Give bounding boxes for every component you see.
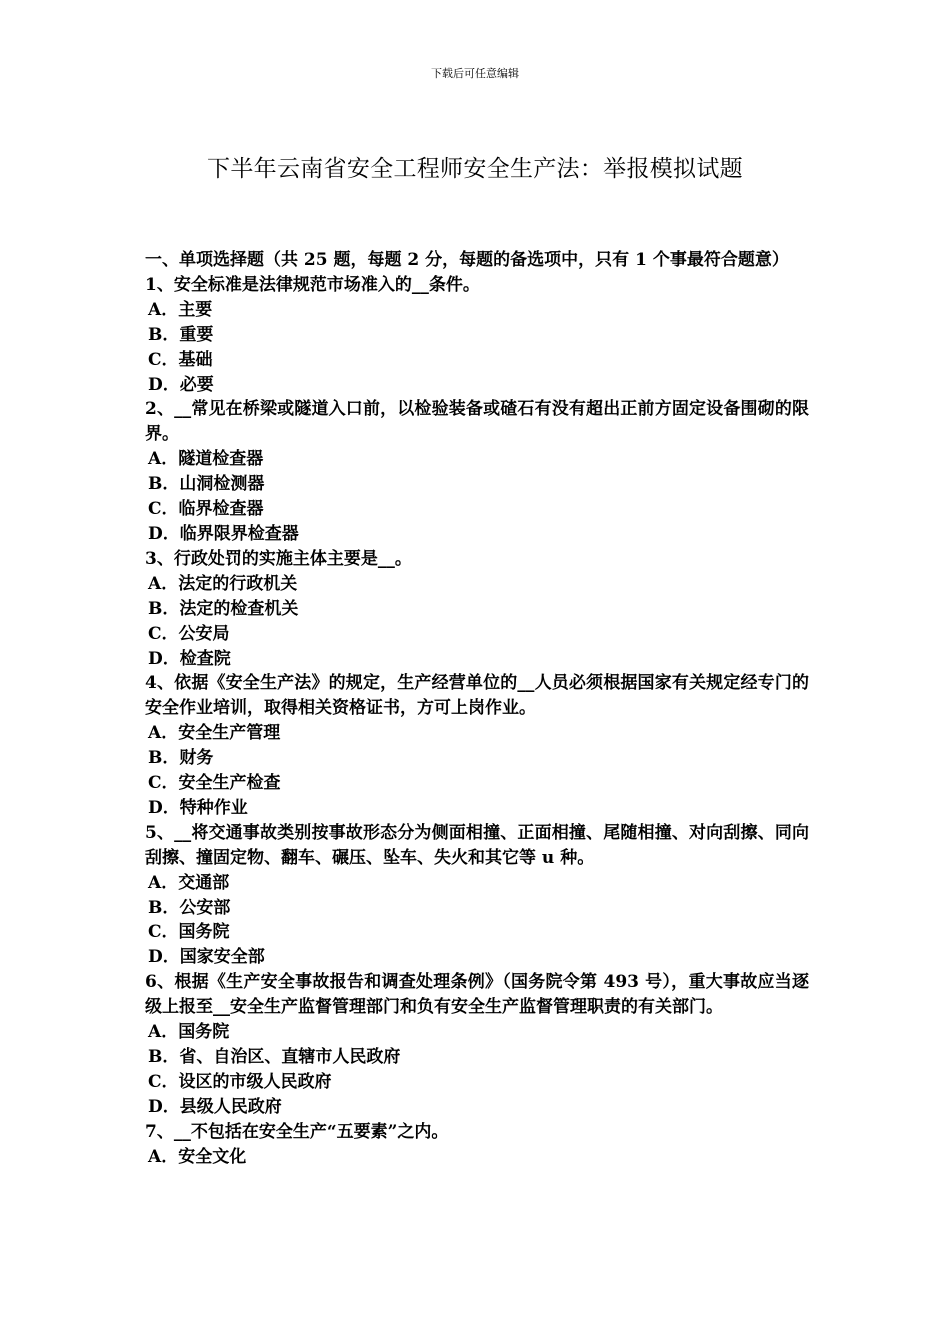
option-a: A．隧道检查器 [148,449,264,470]
option-c: C．国务院 [148,922,230,943]
option-a: A．安全生产管理 [148,723,281,744]
option-a: A．国务院 [148,1022,230,1043]
option-b: B．省、自治区、直辖市人民政府 [148,1047,401,1067]
question-stem: 3、行政处罚的实施主体主要是__。 [145,548,412,569]
question-6 [145,970,809,1119]
question-stem: 6、根据《生产安全事故报告和调查处理条例》（国务院令第 493 号），重大事故应当逐级上报至__安全生产监督管理部门和负有安全生产监督管理职责的有关部门。 [145,972,809,1018]
option-b: B．重要 [148,324,214,345]
question-1 [145,273,809,398]
option-a: A．安全文化 [148,1146,247,1167]
question-stem: 2、__常见在桥梁或隧道入口前，以检验装备或碴石有没有超出正前方固定设备围砌的限界。 [145,399,809,445]
question-stem: 7、__不包括在安全生产“五要素”之内。 [145,1121,449,1142]
page-header-note: 下载后可任意编辑 [431,67,519,80]
option-d: D．临界限界检查器 [148,523,299,544]
question-5 [145,821,809,970]
question-3 [145,547,809,672]
option-b: B．法定的检查机关 [148,598,299,619]
document-title: 下半年云南省安全工程师安全生产法：举报模拟试题 [207,156,743,182]
question-stem: 1、安全标准是法律规范市场准入的__条件。 [145,274,480,295]
question-2 [145,397,809,546]
document-body [145,248,809,1170]
option-d: D．必要 [148,374,214,395]
option-c: C．设区的市级人民政府 [148,1071,332,1092]
option-b: B．公安部 [148,897,231,918]
option-c: C．安全生产检查 [148,773,281,794]
option-a: A．法定的行政机关 [148,573,298,594]
option-c: C．基础 [148,349,213,370]
option-a: A．交通部 [148,872,230,893]
option-a: A．主要 [148,299,213,320]
question-stem: 4、依据《安全生产法》的规定，生产经营单位的__人员必须根据国家有关规定经专门的安全作业培训，取得相关资格证书，方可上岗作业。 [145,673,809,719]
option-b: B．财务 [148,748,214,769]
question-7 [145,1120,809,1170]
option-c: C．临界检查器 [148,499,264,520]
option-c: C．公安局 [148,623,230,644]
question-stem: 5、__将交通事故类别按事故形态分为侧面相撞、正面相撞、尾随相撞、对向刮擦、同向刮擦、撞固定物、翻车、碾压、坠车、失火和其它等 u 种。 [145,822,809,868]
option-d: D．县级人民政府 [148,1096,282,1117]
option-d: D．检查院 [148,648,231,669]
option-d: D．特种作业 [148,797,248,818]
question-4 [145,671,809,820]
section-heading: 一、单项选择题（共 25 题，每题 2 分，每题的备选项中，只有 1 个事最符合题意） [145,250,789,270]
option-d: D．国家安全部 [148,947,265,968]
option-b: B．山洞检测器 [148,474,265,495]
